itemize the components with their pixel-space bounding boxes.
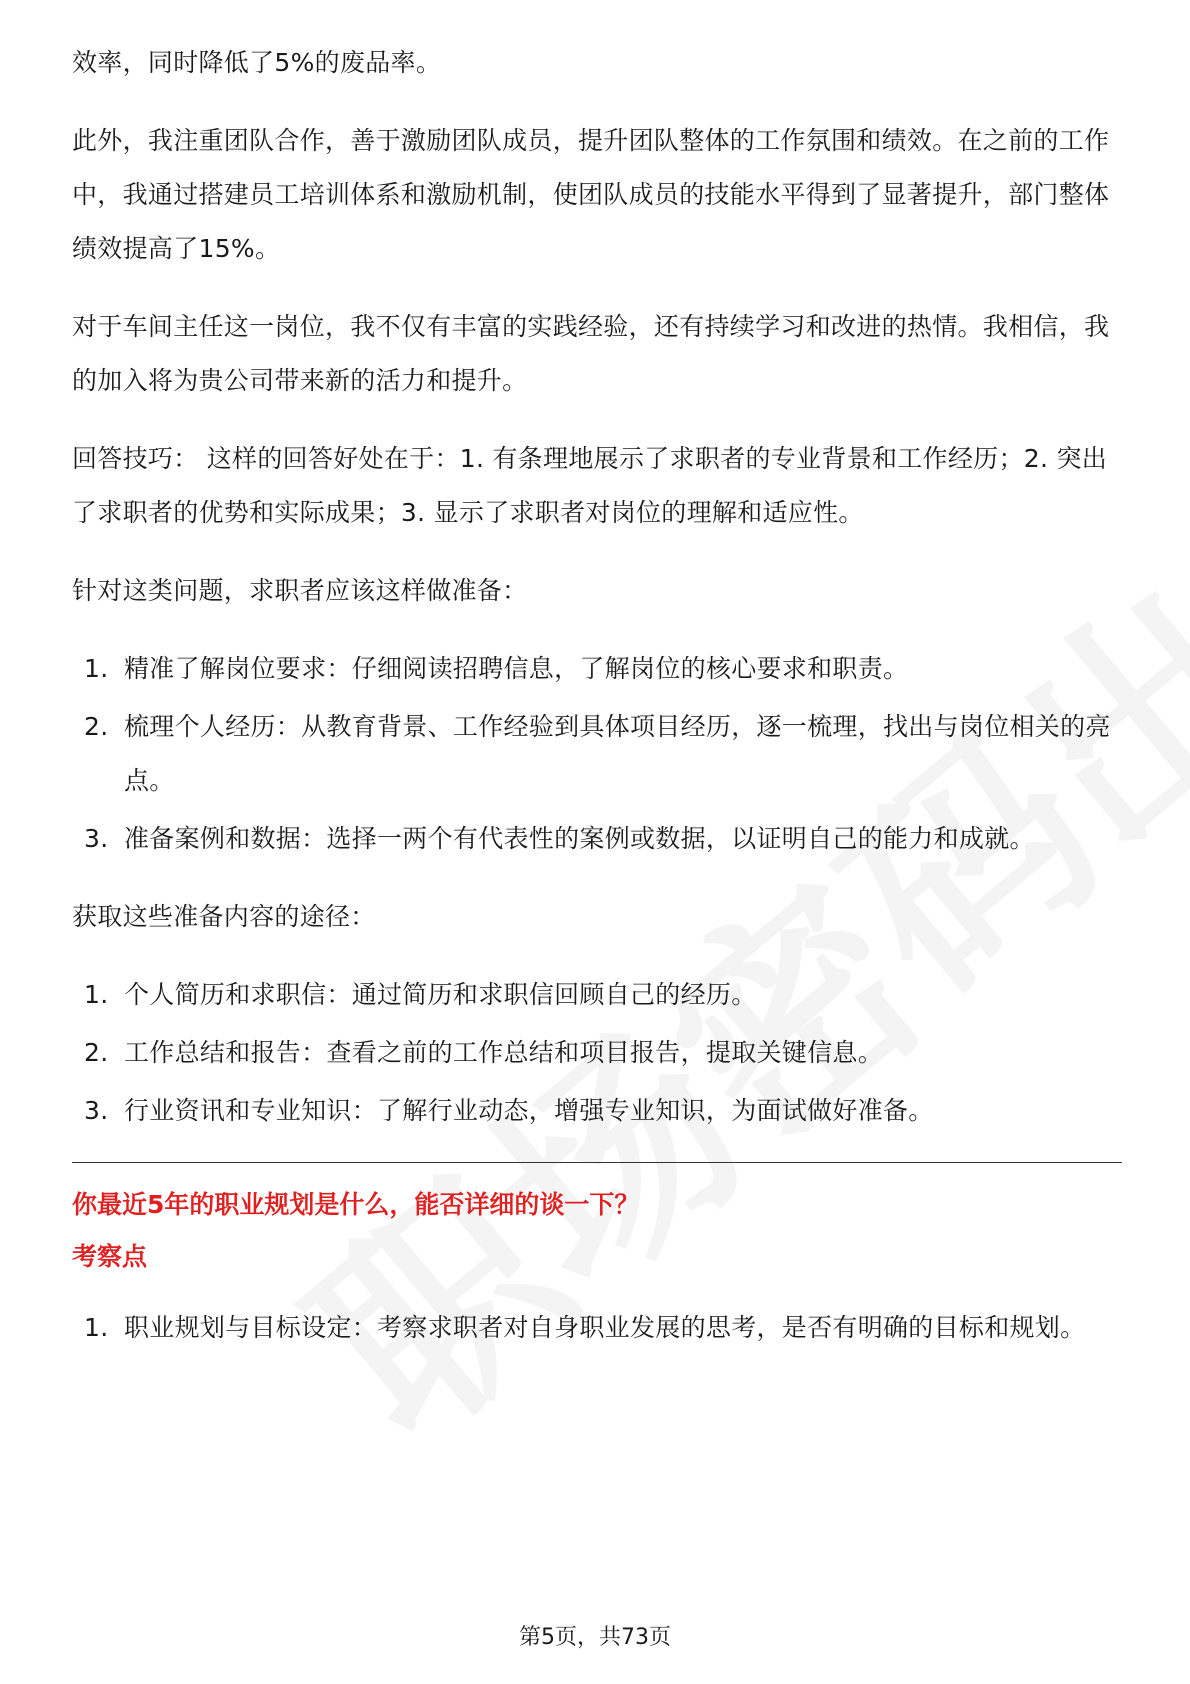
document-body: [72, 36, 1122, 1379]
list-number: 1.: [84, 980, 109, 1009]
list-item-text: 准备案例和数据：选择一两个有代表性的案例或数据，以证明自己的能力和成就。: [124, 824, 1035, 853]
paragraph: 获取这些准备内容的途径：: [72, 902, 376, 931]
list-item: [72, 1026, 1122, 1080]
list-item-text: 梳理个人经历：从教育背景、工作经验到具体项目经历，逐一梳理，找出与岗位相关的亮点。: [124, 712, 1111, 795]
list-number: 3.: [84, 1096, 109, 1125]
list-item-text: 个人简历和求职信：通过简历和求职信回顾自己的经历。: [124, 980, 757, 1009]
list-item: [72, 1084, 1122, 1138]
focus-list: [72, 1301, 1122, 1355]
list-item-text: 精准了解岗位要求：仔细阅读招聘信息，了解岗位的核心要求和职责。: [124, 654, 909, 683]
sources-list: [72, 968, 1122, 1138]
section-divider: [72, 1162, 1122, 1163]
paragraph: 效率，同时降低了5%的废品率。: [72, 48, 442, 77]
question-subtitle: 考察点: [72, 1242, 148, 1271]
list-item-text: 工作总结和报告：查看之前的工作总结和项目报告，提取关键信息。: [124, 1038, 884, 1067]
list-item-text: 职业规划与目标设定：考察求职者对自身职业发展的思考，是否有明确的目标和规划。: [124, 1313, 1086, 1342]
paragraph: 此外，我注重团队合作，善于激励团队成员，提升团队整体的工作氛围和绩效。在之前的工作中，我通过搭建员工培训体系和激励机制，使团队成员的技能水平得到了显著提升，部门整体绩效提高了15%。: [72, 126, 1110, 263]
question-title: 你最近5年的职业规划是什么，能否详细的谈一下？: [72, 1190, 640, 1219]
answer-tips-paragraph: 回答技巧： 这样的回答好处在于：1. 有条理地展示了求职者的专业背景和工作经历；2. 突出了求职者的优势和实际成果；3. 显示了求职者对岗位的理解和适应性。: [72, 444, 1108, 527]
paragraph: 针对这类问题，求职者应该这样做准备：: [72, 576, 528, 605]
list-item: [72, 642, 1122, 696]
list-number: 1.: [84, 1313, 109, 1342]
prep-list: [72, 642, 1122, 866]
list-number: 1.: [84, 654, 109, 683]
list-number: 3.: [84, 824, 109, 853]
list-number: 2.: [84, 1038, 109, 1067]
list-number: 2.: [84, 712, 109, 741]
list-item: [72, 1301, 1122, 1355]
paragraph: 对于车间主任这一岗位，我不仅有丰富的实践经验，还有持续学习和改进的热情。我相信，我的加入将为贵公司带来新的活力和提升。: [72, 312, 1110, 395]
list-item-text: 行业资讯和专业知识：了解行业动态，增强专业知识，为面试做好准备。: [124, 1096, 934, 1125]
list-item: [72, 700, 1122, 808]
list-item: [72, 968, 1122, 1022]
page-footer: 第5页，共73页: [519, 1625, 671, 1650]
list-item: [72, 812, 1122, 866]
